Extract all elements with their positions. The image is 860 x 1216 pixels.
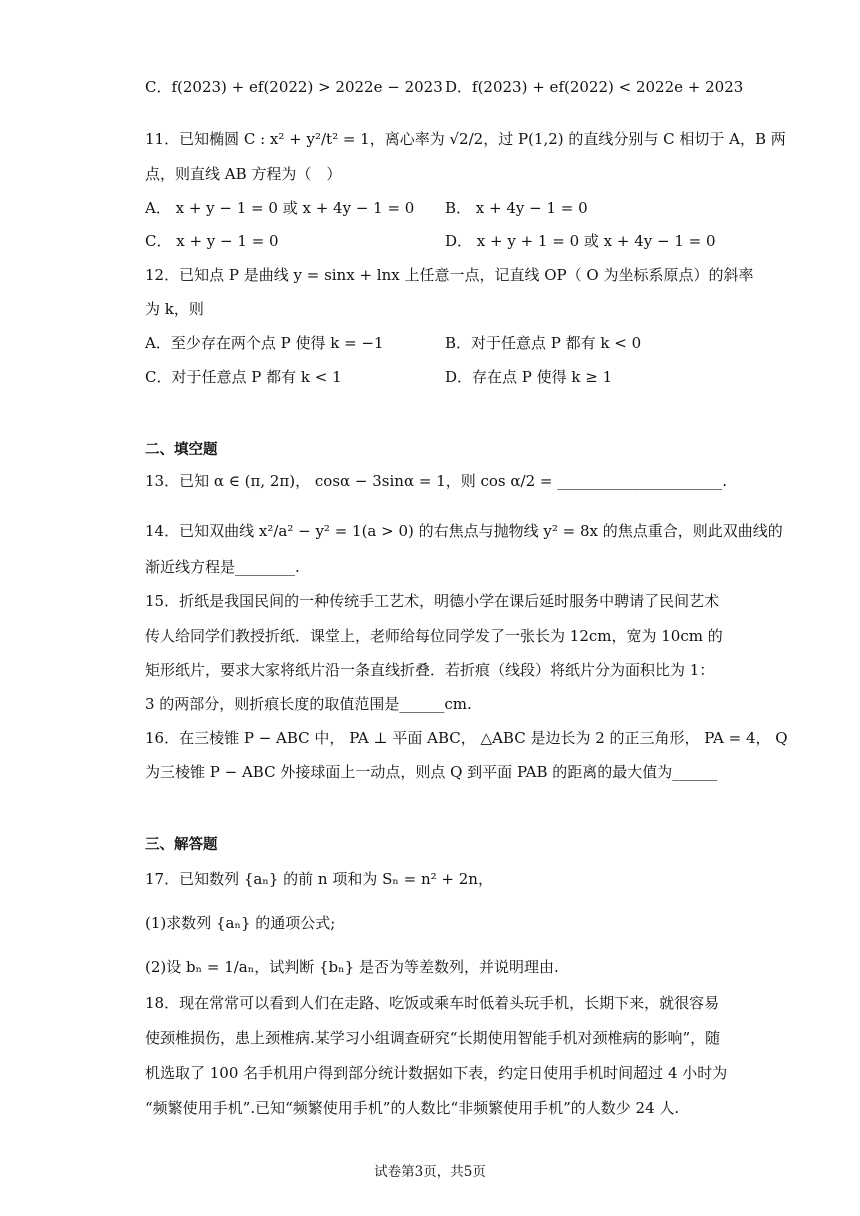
- q15-line3: 矩形纸片，要求大家将纸片沿一条直线折叠．若折痕（线段）将纸片分为面积比为 1：: [145, 661, 715, 679]
- q16-line1: 16．在三棱锥 P − ABC 中， PA ⊥ 平面 ABC， △ABC 是边长为 2 的正三角形， PA = 4， Q: [145, 729, 788, 747]
- q18-line4: “频繁使用手机”.已知“频繁使用手机”的人数比“非频繁使用手机”的人数少 24 人.: [145, 1099, 680, 1117]
- q14-line2: 渐近线方程是________.: [145, 558, 300, 576]
- q10-option-d: D．f(2023) + ef(2022) < 2022e + 2023: [445, 78, 744, 96]
- q10-option-c: C．f(2023) + ef(2022) > 2022e − 2023: [145, 78, 443, 96]
- q11-option-a: A． x + y − 1 = 0 或 x + 4y − 1 = 0: [145, 199, 415, 217]
- page-footer: 试卷第3页，共5页: [374, 1164, 486, 1180]
- q17-part1: (1)求数列 {aₙ} 的通项公式;: [145, 914, 336, 932]
- q11-stem-line2: 点，则直线 AB 方程为（ ）: [145, 165, 342, 183]
- q14-line1: 14．已知双曲线 x²/a² − y² = 1(a > 0) 的右焦点与抛物线 y² = 8x 的焦点重合，则此双曲线的: [145, 522, 783, 540]
- q18-line3: 机选取了 100 名手机用户得到部分统计数据如下表，约定日使用手机时间超过 4 小时为: [145, 1064, 728, 1082]
- q16-line2: 为三棱锥 P − ABC 外接球面上一动点，则点 Q 到平面 PAB 的距离的最大值为______: [145, 763, 718, 781]
- section-heading-solutions: 三、解答题: [145, 837, 218, 853]
- q11-stem-line1: 11．已知椭圆 C : x² + y²/t² = 1，离心率为 √2/2，过 P(1,2) 的直线分别与 C 相切于 A，B 两: [145, 130, 786, 148]
- q18-line1: 18．现在常常可以看到人们在走路、吃饭或乘车时低着头玩手机，长期下来，就很容易: [145, 994, 720, 1012]
- q12-stem-line2: 为 k，则: [145, 300, 204, 318]
- q15-line2: 传人给同学们教授折纸．课堂上，老师给每位同学发了一张长为 12cm，宽为 10cm 的: [145, 627, 723, 645]
- q11-option-d: D． x + y + 1 = 0 或 x + 4y − 1 = 0: [445, 232, 716, 250]
- q12-option-d: D．存在点 P 使得 k ≥ 1: [445, 368, 613, 386]
- q12-option-a: A．至少存在两个点 P 使得 k = −1: [145, 334, 384, 352]
- q15-line1: 15．折纸是我国民间的一种传统手工艺术，明德小学在课后延时服务中聘请了民间艺术: [145, 592, 720, 610]
- q17-part2: (2)设 bₙ = 1/aₙ，试判断 {bₙ} 是否为等差数列，并说明理由.: [145, 958, 559, 976]
- q12-stem-line1: 12．已知点 P 是曲线 y = sinx + lnx 上任意一点，记直线 OP（ O 为坐标系原点）的斜率: [145, 266, 754, 284]
- q12-option-b: B．对于任意点 P 都有 k < 0: [445, 334, 642, 352]
- section-heading-fill-in: 二、填空题: [145, 442, 218, 458]
- q17-stem: 17．已知数列 {aₙ} 的前 n 项和为 Sₙ = n² + 2n，: [145, 870, 493, 888]
- q11-option-b: B． x + 4y − 1 = 0: [445, 199, 588, 217]
- q12-option-c: C．对于任意点 P 都有 k < 1: [145, 368, 342, 386]
- q15-line4: 3 的两部分，则折痕长度的取值范围是______cm.: [145, 695, 472, 713]
- q11-option-c: C． x + y − 1 = 0: [145, 232, 279, 250]
- q13: 13．已知 α ∈ (π, 2π)， cosα − 3sinα = 1，则 cos α/2 = ______________________.: [145, 472, 727, 490]
- q18-line2: 使颈椎损伤，患上颈椎病.某学习小组调查研究“长期使用智能手机对颈椎病的影响”，随: [145, 1029, 721, 1047]
